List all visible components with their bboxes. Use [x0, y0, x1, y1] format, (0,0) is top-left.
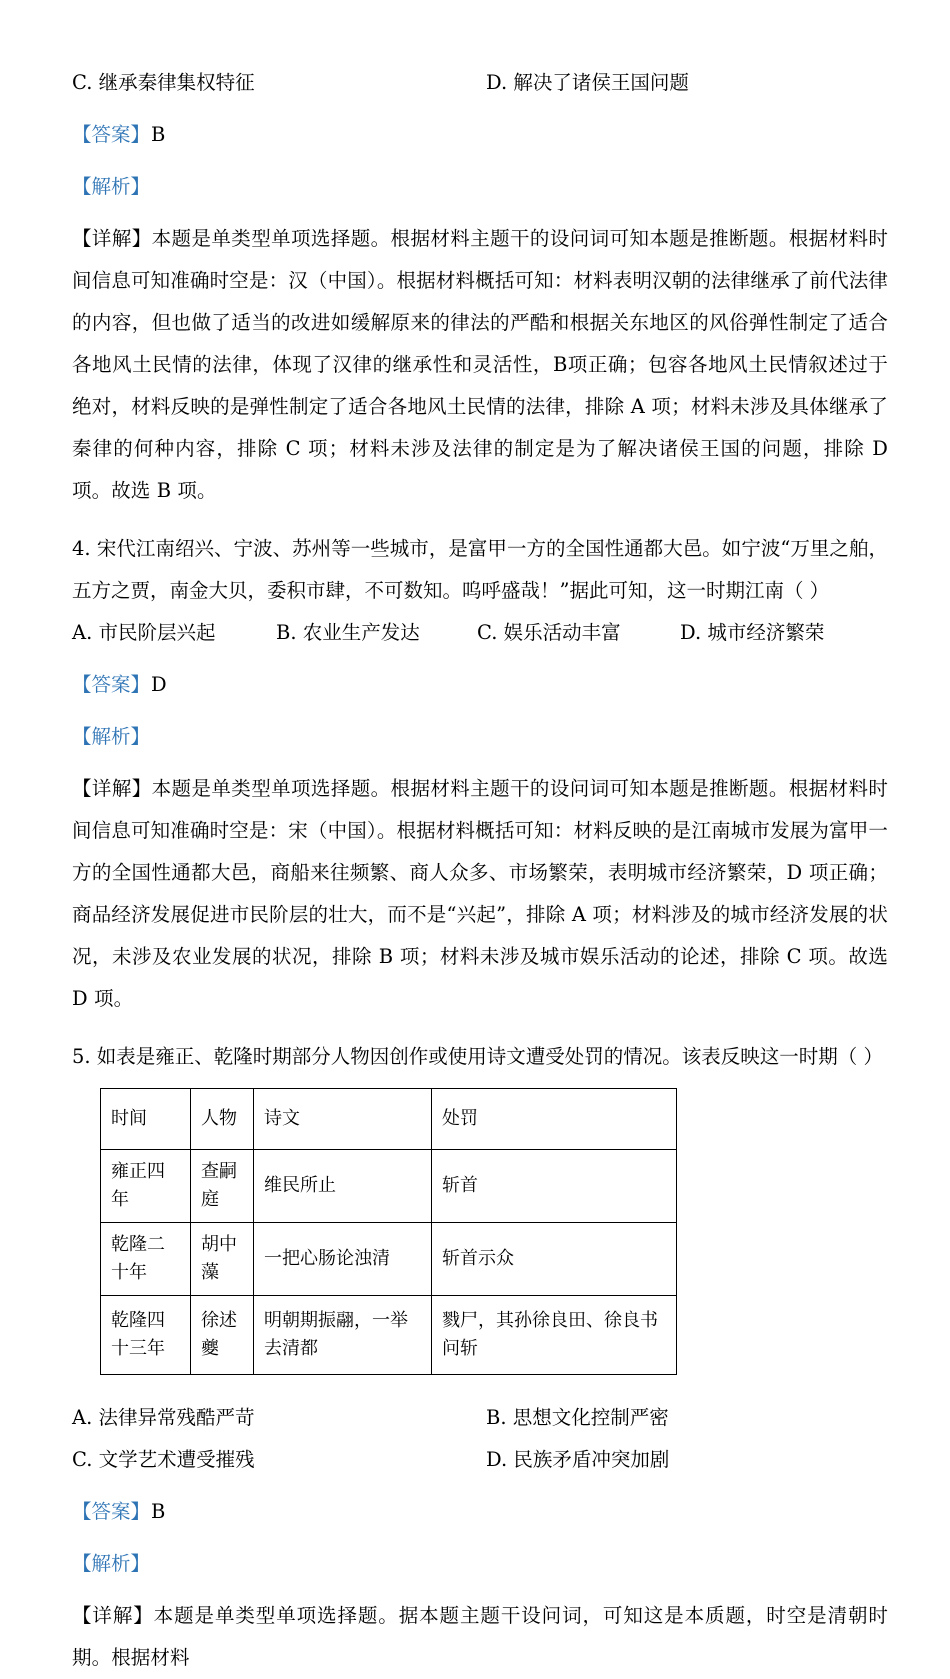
spacer [72, 706, 888, 716]
table-cell-time: 乾隆四十三年 [101, 1296, 191, 1375]
question-5-option-c: C. 文学艺术遭受摧残 [72, 1448, 255, 1471]
answer-label: 【答案】 [72, 123, 151, 146]
question-5-answer-line [72, 1491, 888, 1533]
question-5-option-a: A. 法律异常残酷严苛 [72, 1406, 255, 1429]
question-3-answer-line [72, 114, 888, 156]
question-4-option-d: D. 城市经济繁荣 [680, 621, 825, 644]
question-4-stem: 4. 宋代江南绍兴、宁波、苏州等一些城市，是富甲一方的全国性通都大邑。如宁波“万里之舶，五方之贾，南金大贝，委积市肆，不可数知。呜呼盛哉！”据此可知，这一时期江南（ ） [72, 537, 888, 602]
table-cell-person: 胡中藻 [191, 1223, 254, 1296]
question-3-options-row [72, 62, 888, 104]
question-4-option-b: B. 农业生产发达 [276, 621, 420, 644]
spacer [72, 654, 888, 664]
analysis-label: 【解析】 [72, 1552, 151, 1575]
question-4-options-row [72, 612, 888, 654]
table-header-punishment: 处罚 [432, 1089, 677, 1150]
question-5-table-wrapper [72, 1088, 888, 1375]
table-cell-poem: 一把心肠论浊清 [254, 1223, 432, 1296]
table-cell-time: 雍正四年 [101, 1150, 191, 1223]
spacer [72, 208, 888, 218]
question-5-data-table [100, 1088, 677, 1375]
question-4-option-c: C. 娱乐活动丰富 [477, 621, 621, 644]
table-header-row [101, 1089, 677, 1150]
table-header-time: 时间 [101, 1089, 191, 1150]
question-3-option-c: C. 继承秦律集权特征 [72, 71, 255, 94]
table-header-poem: 诗文 [254, 1089, 432, 1150]
spacer [72, 512, 888, 528]
table-header-person: 人物 [191, 1089, 254, 1150]
table-cell-person: 查嗣庭 [191, 1150, 254, 1223]
question-4-answer-value: D [151, 673, 167, 696]
question-4-option-a: A. 市民阶层兴起 [72, 621, 216, 644]
table-row [101, 1150, 677, 1223]
question-4-answer-line [72, 664, 888, 706]
spacer [72, 1078, 888, 1088]
question-5-stem: 5. 如表是雍正、乾隆时期部分人物因创作或使用诗文遭受处罚的情况。该表反映这一时期（ ） [72, 1045, 884, 1068]
spacer [72, 1481, 888, 1491]
question-5-options-row-2 [72, 1439, 888, 1481]
question-3-answer-value: B [151, 123, 166, 146]
question-5-options-row-1 [72, 1397, 888, 1439]
spacer [72, 1533, 888, 1543]
question-3-option-d: D. 解决了诸侯王国问题 [486, 71, 689, 94]
spacer [72, 156, 888, 166]
spacer [72, 104, 888, 114]
spacer [72, 1375, 888, 1397]
spacer [72, 1020, 888, 1036]
table-cell-punishment: 戮尸，其孙徐良田、徐良书问斩 [432, 1296, 677, 1375]
answer-label: 【答案】 [72, 1500, 151, 1523]
spacer [72, 758, 888, 768]
question-3-detail-paragraph: 【详解】本题是单类型单项选择题。根据材料主题干的设问词可知本题是推断题。根据材料时间信息可知准确时空是：汉（中国）。根据材料概括可知：材料表明汉朝的法律继承了前代法律的内容，但也做了适当的改进如缓解原来的律法的严酷和根据关东地区的风俗弹性制定了适合各地风土民情的法律，体现了汉律的继承性和灵活性，B项正确；包容各地风土民情叙述过于绝对，材料反映的是弹性制定了适合各地风土民情的法律，排除 A 项；材料未涉及具体继承了秦律的何种内容，排除 C 项；材料未涉及法律的制定是为了解决诸侯王国的问题，排除 D 项。故选 B 项。 [72, 227, 888, 502]
analysis-label: 【解析】 [72, 725, 151, 748]
question-4-detail-paragraph: 【详解】本题是单类型单项选择题。根据材料主题干的设问词可知本题是推断题。根据材料时间信息可知准确时空是：宋（中国）。根据材料概括可知：材料反映的是江南城市发展为富甲一方的全国性通都大邑，商船来往频繁、商人众多、市场繁荣，表明城市经济繁荣，D 项正确；商品经济发展促进市民阶层的壮大，而不是“兴起”，排除 A 项；材料涉及的城市经济发展的状况，未涉及农业发展的状况，排除 B 项；材料未涉及城市娱乐活动的论述，排除 C 项。故选 D 项。 [72, 777, 888, 1010]
table-row [101, 1223, 677, 1296]
table-cell-punishment: 斩首 [432, 1150, 677, 1223]
answer-label: 【答案】 [72, 673, 151, 696]
question-5-option-d: D. 民族矛盾冲突加剧 [486, 1448, 670, 1471]
question-4-analysis-line [72, 716, 888, 758]
table-cell-poem: 明朝期振翮，一举去清都 [254, 1296, 432, 1375]
table-cell-poem: 维民所止 [254, 1150, 432, 1223]
table-cell-punishment: 斩首示众 [432, 1223, 677, 1296]
table-cell-person: 徐述夔 [191, 1296, 254, 1375]
analysis-label: 【解析】 [72, 175, 151, 198]
question-3-analysis-line [72, 166, 888, 208]
question-5-option-b: B. 思想文化控制严密 [486, 1406, 669, 1429]
table-row [101, 1296, 677, 1375]
question-5-answer-value: B [151, 1500, 166, 1523]
spacer [72, 1585, 888, 1595]
table-cell-time: 乾隆二十年 [101, 1223, 191, 1296]
question-5-detail-paragraph: 【详解】本题是单类型单项选择题。据本题主题干设问词，可知这是本质题，时空是清朝时期。根据材料 [72, 1604, 888, 1669]
question-5-analysis-line [72, 1543, 888, 1585]
